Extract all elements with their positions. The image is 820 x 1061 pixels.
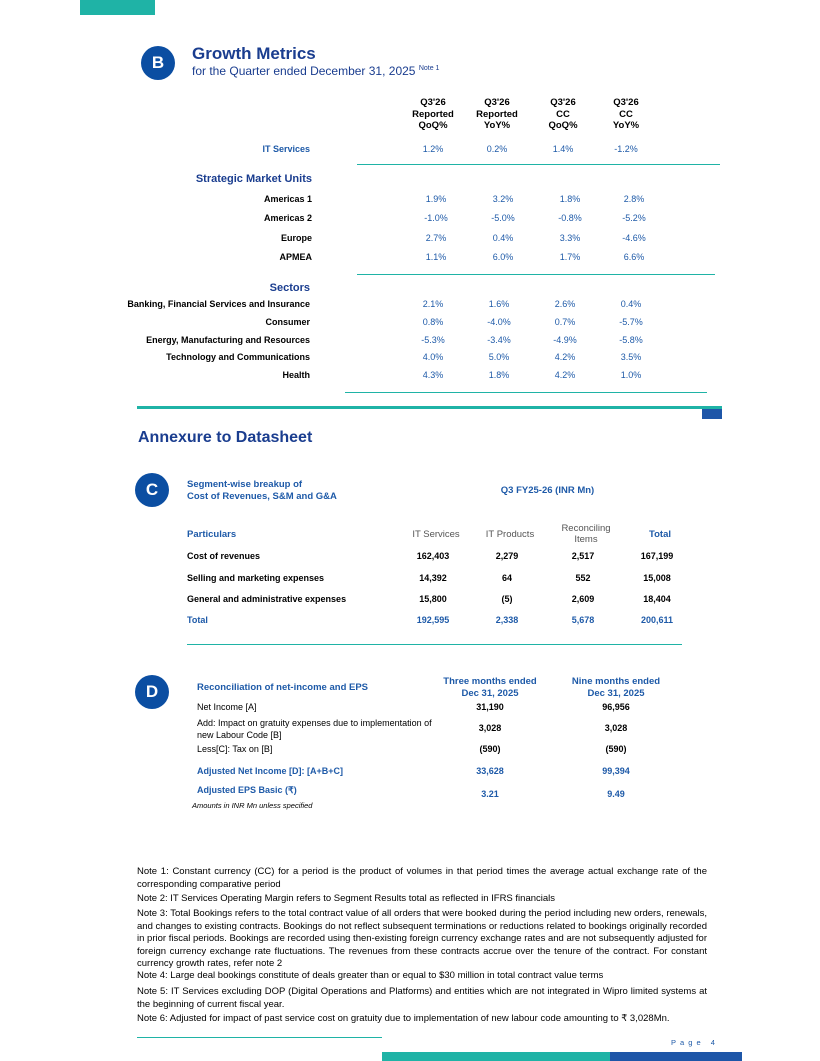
c-row-3-v3: 2,609 <box>571 594 595 604</box>
b-smu-row-3-v3: 3.3% <box>559 233 581 243</box>
section-d-badge: D <box>135 675 169 709</box>
footer-page-word: P a g e <box>671 1038 702 1047</box>
b-smu-title: Strategic Market Units <box>195 173 312 185</box>
b-sector-row-1-v2: 1.6% <box>488 299 510 309</box>
b-sector-row-5-v1: 4.3% <box>422 370 444 380</box>
footer-line <box>137 1037 382 1038</box>
section-c-title-line1: Segment-wise breakup of <box>187 479 303 490</box>
b-sector-row-2-v2: -4.0% <box>487 317 511 327</box>
c-row-3-v4: 18,404 <box>643 594 671 604</box>
b-smu-row-2-v2: -5.0% <box>491 213 515 223</box>
b-sector-row-3-v2: -3.4% <box>487 335 511 345</box>
b-smu-row-3-v4: -4.6% <box>622 233 646 243</box>
b-smu-row-1-label: Americas 1 <box>263 194 312 204</box>
d-col1-header-line2: Dec 31, 2025 <box>461 687 519 699</box>
d-footnote: Amounts in INR Mn unless specified <box>192 801 313 810</box>
c-row-2-v3: 552 <box>575 573 591 583</box>
b-it-services-v1: 1.2% <box>422 144 444 154</box>
b-smu-row-3-v1: 2.7% <box>425 233 447 243</box>
b-smu-row-1-v3: 1.8% <box>559 194 581 204</box>
section-c-title <box>187 479 337 502</box>
section-b-subtitle <box>192 64 439 78</box>
b-col-header-4: Q3'26 CC YoY% <box>612 97 640 131</box>
b-sector-row-1-v1: 2.1% <box>422 299 444 309</box>
annexure-title: Annexure to Datasheet <box>138 429 313 446</box>
b-sector-row-3-label: Energy, Manufacturing and Resources <box>146 335 310 345</box>
d-row-1-v2: 96,956 <box>602 702 630 712</box>
c-total-v1: 192,595 <box>416 615 450 625</box>
b-sector-row-3-v4: -5.8% <box>619 335 643 345</box>
b-col-header-2: Q3'26 Reported YoY% <box>476 97 518 131</box>
section-d-title: Reconciliation of net-income and EPS <box>197 682 369 693</box>
d-adjusted-income-label: Adjusted Net Income [D]: [A+B+C] <box>197 766 344 776</box>
b-smu-row-3-label: Europe <box>280 233 312 243</box>
section-c-title-line2: Cost of Revenues, S&M and G&A <box>187 490 337 502</box>
c-header-it-services: IT Services <box>412 529 460 540</box>
b-it-services-label: IT Services <box>262 144 310 154</box>
b-sector-row-5-v3: 4.2% <box>554 370 576 380</box>
d-row-3-v1: (590) <box>479 744 501 754</box>
b-col-header-3: Q3'26 CC QoQ% <box>548 97 578 131</box>
c-header-particulars: Particulars <box>187 529 237 540</box>
b-smu-row-4-v4: 6.6% <box>623 252 645 262</box>
b-sector-row-5-v2: 1.8% <box>488 370 510 380</box>
b-it-services-v4: -1.2% <box>614 144 638 154</box>
d-col2-header-line2: Dec 31, 2025 <box>587 687 645 699</box>
c-row-1-v4: 167,199 <box>640 551 674 561</box>
section-c-badge: C <box>135 473 169 507</box>
b-sector-row-2-v4: -5.7% <box>619 317 643 327</box>
footer-bar-navy <box>610 1052 742 1061</box>
d-row-3-label: Less[C]: Tax on [B] <box>197 744 273 754</box>
b-smu-row-2-label: Americas 2 <box>263 213 312 223</box>
b-sector-row-4-label: Technology and Communications <box>166 352 310 362</box>
c-row-3-v2: (5) <box>501 594 513 604</box>
footer-bar-teal <box>382 1052 610 1061</box>
c-row-3-v1: 15,800 <box>419 594 447 604</box>
b-it-services-v2: 0.2% <box>486 144 508 154</box>
note-5: Note 5: IT Services excluding DOP (Digital Operations and Platforms) and entities which are not integrated in Wipro limited systems at the beginning of current fiscal year. <box>137 986 707 1010</box>
b-col-header-1: Q3'26 Reported QoQ% <box>412 97 454 131</box>
d-adjusted-eps-label: Adjusted EPS Basic (₹) <box>197 785 297 795</box>
section-separator-block <box>702 409 722 419</box>
d-adjusted-eps-v1: 3.21 <box>481 789 499 799</box>
note-4: Note 4: Large deal bookings constitute of deals greater than or equal to $30 million in total contract value terms <box>137 970 604 981</box>
c-header-reconciling: Reconciling Items <box>561 523 611 545</box>
c-row-1-v3: 2,517 <box>571 551 595 561</box>
b-sector-row-4-v2: 5.0% <box>488 352 510 362</box>
b-sector-row-4-v1: 4.0% <box>422 352 444 362</box>
section-b-subtitle-text: for the Quarter ended December 31, 2025 <box>192 64 416 78</box>
b-sector-row-4-v3: 4.2% <box>554 352 576 362</box>
b-divider-1 <box>357 164 720 165</box>
b-sector-row-1-v3: 2.6% <box>554 299 576 309</box>
c-row-2-v1: 14,392 <box>419 573 447 583</box>
note-1: Note 1: Constant currency (CC) for a period is the product of volumes in that period times the average actual exchange rate of the corresponding comparative period <box>137 866 707 890</box>
b-divider-2 <box>357 274 715 275</box>
c-row-1-v1: 162,403 <box>416 551 450 561</box>
c-row-2-v2: 64 <box>501 573 512 583</box>
b-sectors-title: Sectors <box>269 282 310 294</box>
c-header-total: Total <box>649 529 671 540</box>
c-total-v2: 2,338 <box>495 615 519 625</box>
note-2: Note 2: IT Services Operating Margin refers to Segment Results total as reflected in IFRS financials <box>137 893 556 904</box>
b-smu-row-2-v4: -5.2% <box>622 213 646 223</box>
c-header-it-products: IT Products <box>485 529 535 540</box>
d-row-1-label: Net Income [A] <box>197 702 257 712</box>
b-smu-row-4-v1: 1.1% <box>425 252 447 262</box>
d-adjusted-income-v1: 33,628 <box>476 766 504 776</box>
d-row-2-label: Add: Impact on gratuity expenses due to implementation of new Labour Code [B] <box>197 718 432 740</box>
d-row-3-v2: (590) <box>605 744 627 754</box>
c-bottom-divider <box>187 644 682 645</box>
c-row-2-v4: 15,008 <box>643 573 671 583</box>
b-smu-row-4-label: APMEA <box>279 252 312 262</box>
b-it-services-v3: 1.4% <box>552 144 574 154</box>
b-sector-row-5-label: Health <box>282 370 310 380</box>
b-sector-row-2-label: Consumer <box>265 317 310 327</box>
b-sector-row-1-label: Banking, Financial Services and Insurance <box>127 299 310 309</box>
d-col1-header-line1: Three months ended <box>443 676 537 687</box>
b-smu-row-2-v1: -1.0% <box>424 213 448 223</box>
note-6: Note 6: Adjusted for impact of past service cost on gratuity due to implementation of new labour code amounting to ₹ 3,028Mn. <box>137 1013 670 1024</box>
b-sector-row-1-v4: 0.4% <box>620 299 642 309</box>
c-total-v3: 5,678 <box>571 615 595 625</box>
c-row-3-label: General and administrative expenses <box>187 594 347 604</box>
c-row-1-label: Cost of revenues <box>187 551 261 561</box>
b-sector-row-5-v4: 1.0% <box>620 370 642 380</box>
b-smu-row-3-v2: 0.4% <box>492 233 514 243</box>
c-row-2-label: Selling and marketing expenses <box>187 573 325 583</box>
c-total-label: Total <box>187 615 208 625</box>
d-adjusted-eps-v2: 9.49 <box>607 789 625 799</box>
section-b-title: Growth Metrics <box>192 44 316 63</box>
d-adjusted-income-v2: 99,394 <box>602 766 630 776</box>
c-total-v4: 200,611 <box>640 615 674 625</box>
b-smu-row-4-v2: 6.0% <box>492 252 514 262</box>
b-sector-row-3-v3: -4.9% <box>553 335 577 345</box>
b-smu-row-1-v4: 2.8% <box>623 194 645 204</box>
d-row-1-v1: 31,190 <box>476 702 504 712</box>
b-sector-row-3-v1: -5.3% <box>421 335 445 345</box>
section-c-period: Q3 FY25-26 (INR Mn) <box>500 485 595 496</box>
top-accent-bar <box>80 0 155 15</box>
footer-page-label <box>671 1038 716 1047</box>
footer-page-number: 4 <box>710 1038 716 1047</box>
d-row-2-v1: 3,028 <box>478 723 502 733</box>
d-col1-header <box>435 676 545 699</box>
section-b-subtitle-note: Note 1 <box>418 65 440 72</box>
b-divider-3 <box>345 392 707 393</box>
b-smu-row-2-v3: -0.8% <box>558 213 582 223</box>
b-sector-row-4-v4: 3.5% <box>620 352 642 362</box>
d-col2-header <box>561 676 671 699</box>
b-smu-row-1-v1: 1.9% <box>425 194 447 204</box>
note-3: Note 3: Total Bookings refers to the total contract value of all orders that were booked during the period including new orders, renewals, and changes to existing contracts. Bookings do not reflect subsequent terminations or reductions related to bookings originally recorded in prior fiscal periods. Bookings are recorded using then-existing foreign currency exchange rates and are not subsequently adjusted for foreign currency exchange rate fluctuations. The revenues from these contracts accrue over the tenure of the contract. For constant currency growth rates, refer note 2 <box>137 908 707 969</box>
section-b-badge: B <box>141 46 175 80</box>
d-row-2-v2: 3,028 <box>604 723 628 733</box>
b-smu-row-4-v3: 1.7% <box>559 252 581 262</box>
d-col2-header-line1: Nine months ended <box>571 676 661 687</box>
section-separator <box>137 406 722 409</box>
b-smu-row-1-v2: 3.2% <box>492 194 514 204</box>
b-sector-row-2-v1: 0.8% <box>422 317 444 327</box>
b-sector-row-2-v3: 0.7% <box>554 317 576 327</box>
c-row-1-v2: 2,279 <box>495 551 519 561</box>
